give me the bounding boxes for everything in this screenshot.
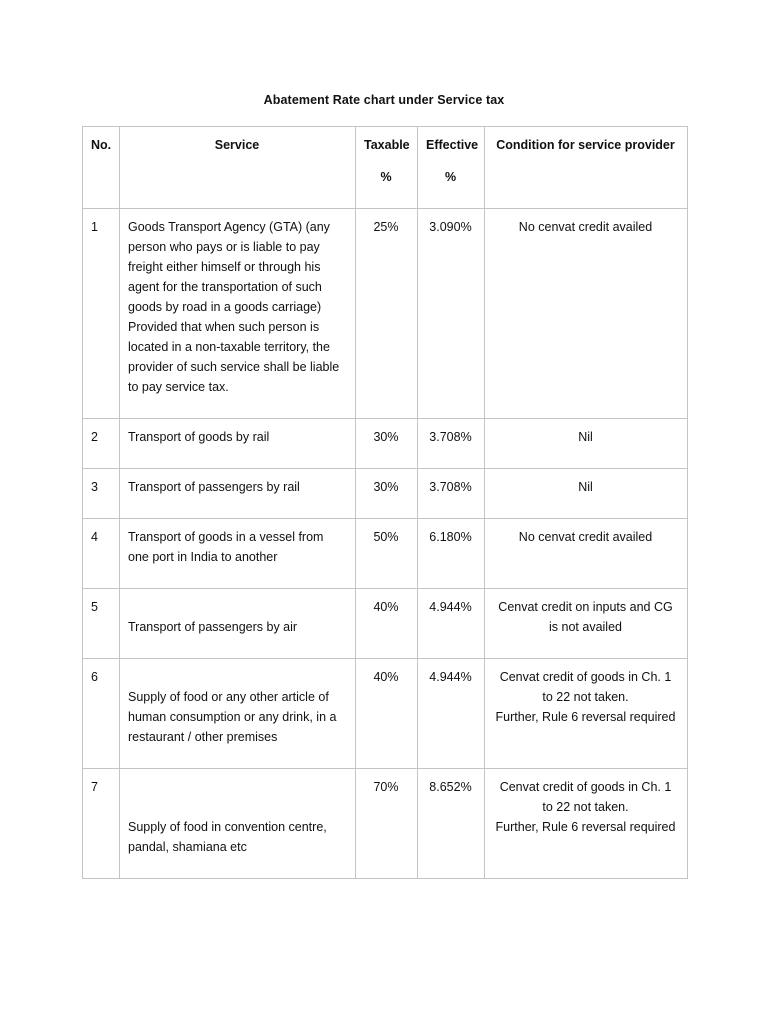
table-header-row	[83, 127, 688, 209]
row-effective: 4.944%	[418, 659, 485, 769]
row-service: Goods Transport Agency (GTA) (any person who pays or is liable to pay freight either himself or through his agent for the transportation of such goods by road in a goods carriage) Provided that when such person is located in a non-taxable territory, the provider of such service shall be liable to pay service tax.	[120, 209, 356, 419]
row-service-cell	[120, 589, 356, 659]
row-number: 6	[83, 659, 120, 769]
row-service: Supply of food in convention centre, pandal, shamiana etc	[128, 820, 327, 854]
spacer	[128, 797, 346, 817]
row-condition: No cenvat credit availed	[485, 209, 688, 419]
row-condition-note: Further, Rule 6 reversal required	[495, 820, 676, 834]
row-service-cell	[120, 769, 356, 879]
row-service: Transport of goods by rail	[120, 419, 356, 469]
header-effective	[418, 127, 485, 209]
abatement-rate-table	[82, 126, 688, 879]
header-effective-unit: %	[444, 170, 457, 184]
row-taxable: 50%	[356, 519, 418, 589]
header-service: Service	[120, 127, 356, 209]
row-effective: 6.180%	[418, 519, 485, 589]
row-taxable: 70%	[356, 769, 418, 879]
row-number: 5	[83, 589, 120, 659]
header-taxable-label: Taxable	[364, 138, 410, 152]
row-service: Transport of passengers by air	[128, 620, 298, 634]
row-condition-note: Further, Rule 6 reversal required	[495, 710, 676, 724]
row-effective: 3.708%	[418, 419, 485, 469]
row-condition-cell	[485, 769, 688, 879]
row-taxable: 30%	[356, 469, 418, 519]
header-taxable-unit: %	[380, 170, 392, 184]
row-condition: Cenvat credit of goods in Ch. 1 to 22 not taken.	[499, 780, 672, 814]
row-number: 2	[83, 419, 120, 469]
row-service: Transport of passengers by rail	[120, 469, 356, 519]
row-number: 7	[83, 769, 120, 879]
spacer	[128, 667, 346, 687]
row-condition: Nil	[485, 419, 688, 469]
table-row	[83, 659, 688, 769]
row-taxable: 40%	[356, 659, 418, 769]
row-effective: 3.090%	[418, 209, 485, 419]
document-title: Abatement Rate chart under Service tax	[263, 93, 505, 107]
table-row	[83, 589, 688, 659]
row-number: 1	[83, 209, 120, 419]
header-condition: Condition for service provider	[485, 127, 688, 209]
row-condition: No cenvat credit availed	[485, 519, 688, 589]
row-service: Supply of food or any other article of human consumption or any drink, in a restaurant / other premises	[128, 690, 337, 744]
table-row	[83, 419, 688, 469]
table-row	[83, 519, 688, 589]
row-taxable: 40%	[356, 589, 418, 659]
row-service-cell	[120, 659, 356, 769]
row-condition: Cenvat credit on inputs and CG is not availed	[485, 589, 688, 659]
table-row	[83, 469, 688, 519]
row-effective: 8.652%	[418, 769, 485, 879]
header-taxable	[356, 127, 418, 209]
table-row	[83, 209, 688, 419]
row-taxable: 30%	[356, 419, 418, 469]
row-effective: 3.708%	[418, 469, 485, 519]
spacer	[128, 777, 346, 797]
row-taxable: 25%	[356, 209, 418, 419]
header-effective-label: Effective	[426, 138, 479, 152]
row-condition-cell	[485, 659, 688, 769]
spacer	[128, 597, 346, 617]
header-no: No.	[83, 127, 120, 209]
row-number: 3	[83, 469, 120, 519]
row-service: Transport of goods in a vessel from one port in India to another	[120, 519, 356, 589]
table-row	[83, 769, 688, 879]
row-effective: 4.944%	[418, 589, 485, 659]
row-condition: Nil	[485, 469, 688, 519]
row-number: 4	[83, 519, 120, 589]
row-condition: Cenvat credit of goods in Ch. 1 to 22 not taken.	[499, 670, 672, 704]
